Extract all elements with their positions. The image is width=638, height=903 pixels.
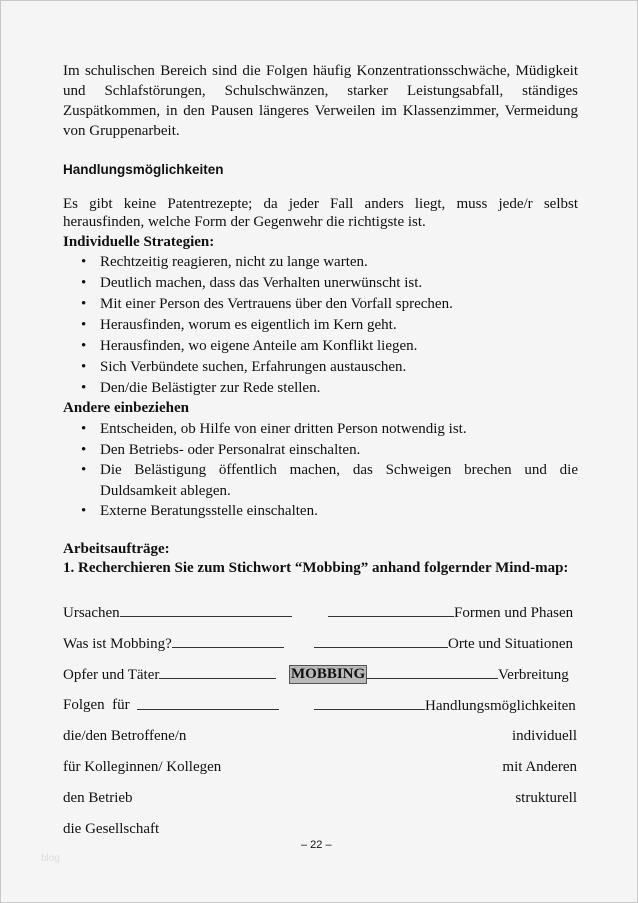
mindmap-left-ursachen: Ursachen bbox=[63, 603, 292, 622]
task-1: 1. Recherchieren Sie zum Stichwort “Mobbing” anhand folgernder Mind-map: bbox=[63, 560, 569, 576]
mindmap-left-was-ist: Was ist Mobbing? bbox=[63, 634, 284, 653]
others-title: Andere einbeziehen bbox=[63, 400, 189, 416]
bullet-icon: • bbox=[81, 275, 87, 291]
para-line: herausfinden, welche Form der Gegenwehr die richtigste ist. bbox=[63, 214, 426, 230]
bullet-icon: • bbox=[81, 359, 87, 375]
bullet-icon: • bbox=[81, 380, 87, 396]
bullet-icon: • bbox=[81, 442, 87, 458]
mindmap-left-gesellschaft: die Gesellschaft bbox=[63, 821, 160, 837]
bullet-icon: • bbox=[81, 296, 87, 312]
blank-line bbox=[314, 696, 425, 710]
individual-strategies-title: Individuelle Strategien: bbox=[63, 234, 215, 250]
watermark: blog bbox=[41, 853, 60, 864]
mindmap-left-folgen: Folgen für bbox=[63, 697, 130, 713]
blank-line bbox=[137, 696, 279, 715]
page-number: – 22 – bbox=[301, 839, 332, 851]
mindmap-right-verbreitung: Verbreitung bbox=[366, 665, 569, 684]
mindmap-left-opfer: Opfer und Täter bbox=[63, 665, 276, 684]
mindmap-center: MOBBING bbox=[291, 666, 366, 682]
intro-line: und Schlafstörungen, Schulschwänzen, starker Leistungsabfall, ständiges bbox=[63, 83, 578, 99]
bullet-icon: • bbox=[81, 462, 87, 478]
mindmap-right-anderen: mit Anderen bbox=[502, 759, 577, 775]
intro-line: Zuspätkommen, in den Pausen längeres Verweilen im Klassenzimmer, Vermeidung bbox=[63, 103, 578, 119]
document-page: Im schulischen Bereich sind die Folgen häufig Konzentrationsschwäche, Müdigkeit und Schlafstörungen, Schulschwänzen, starker Leistungsabfall, ständiges Zuspätkommen, in den Pausen längeres Verweilen im Klassenzimmer, Vermeidung von Gruppenarbeit. Handlungsmöglichkeiten Es gibt keine Patentrezepte; da jeder Fall anders liegt, muss jede/r selbst herausfinden, welche Form der Gegenwehr die richtigste ist. Individuelle Strategien: • Rechtzeitig reagieren, nicht zu lange warten. • Deutlich machen, dass das Verhalten unerwünscht ist. • Mit einer Person des Vertrauens über den Vorfall sprechen. • Herausfinden, worum es eigentlich im Kern geht. • Herausfinden, wo eigene Anteile am Konflikt liegen. • Sich Verbündete suchen, Erfahrungen austauschen. • Den/die Belästigter zur Rede stellen. Andere einbeziehen • Entscheiden, ob Hilfe von einer dritten Person notwendig ist. • Den Betriebs- oder Personalrat einschalten. • Die Belästigung öffentlich machen, das Schweigen brechen und die Duldsamkeit ablegen. • Externe Beratungsstelle einschalten. Arbeitsaufträge: 1. Recherchieren Sie zum Stichwort “Mobbing” anhand folgernder Mind-map: Ursachen Formen und Phasen Was ist Mobbing? Orte und Situationen Opfer und Täter MOBBING Verbreitung Folgen für Handlungsmöglichkeiten die/den Betroffene/n individuell für Kolleginnen/ Kollegen mit Anderen den Betrieb strukturell die Gesellschaft – 22 – blog bbox=[0, 0, 638, 903]
blank-line bbox=[328, 603, 454, 617]
blank-line bbox=[159, 665, 276, 679]
bullet-icon: • bbox=[81, 338, 87, 354]
bullet-icon: • bbox=[81, 503, 87, 519]
list-item-continuation: Duldsamkeit ablegen. bbox=[100, 483, 231, 499]
blank-line bbox=[314, 634, 448, 648]
mindmap-right-orte: Orte und Situationen bbox=[314, 634, 573, 653]
mindmap-right-handlung: Handlungsmöglichkeiten bbox=[314, 696, 576, 715]
bullet-icon: • bbox=[81, 317, 87, 333]
bullet-icon: • bbox=[81, 254, 87, 270]
bullet-icon: • bbox=[81, 421, 87, 437]
para-line: Es gibt keine Patentrezepte; da jeder Fall anders liegt, muss jede/r selbst bbox=[63, 196, 578, 212]
blank-line bbox=[172, 634, 284, 648]
tasks-title: Arbeitsaufträge: bbox=[63, 541, 170, 557]
mindmap-left-betrieb: den Betrieb bbox=[63, 790, 133, 806]
intro-line: Im schulischen Bereich sind die Folgen häufig Konzentrationsschwäche, Müdigkeit bbox=[63, 63, 578, 79]
mindmap-right-strukturell: strukturell bbox=[515, 790, 577, 806]
section-heading: Handlungsmöglichkeiten bbox=[63, 162, 224, 177]
mindmap-right-individuell: individuell bbox=[512, 728, 577, 744]
intro-line: von Gruppenarbeit. bbox=[63, 123, 180, 139]
blank-line bbox=[366, 665, 498, 679]
mindmap-left-betroffene: die/den Betroffene/n bbox=[63, 728, 187, 744]
blank-line bbox=[120, 603, 292, 617]
mindmap-right-formen: Formen und Phasen bbox=[328, 603, 573, 622]
mindmap-left-kollegen: für Kolleginnen/ Kollegen bbox=[63, 759, 222, 775]
